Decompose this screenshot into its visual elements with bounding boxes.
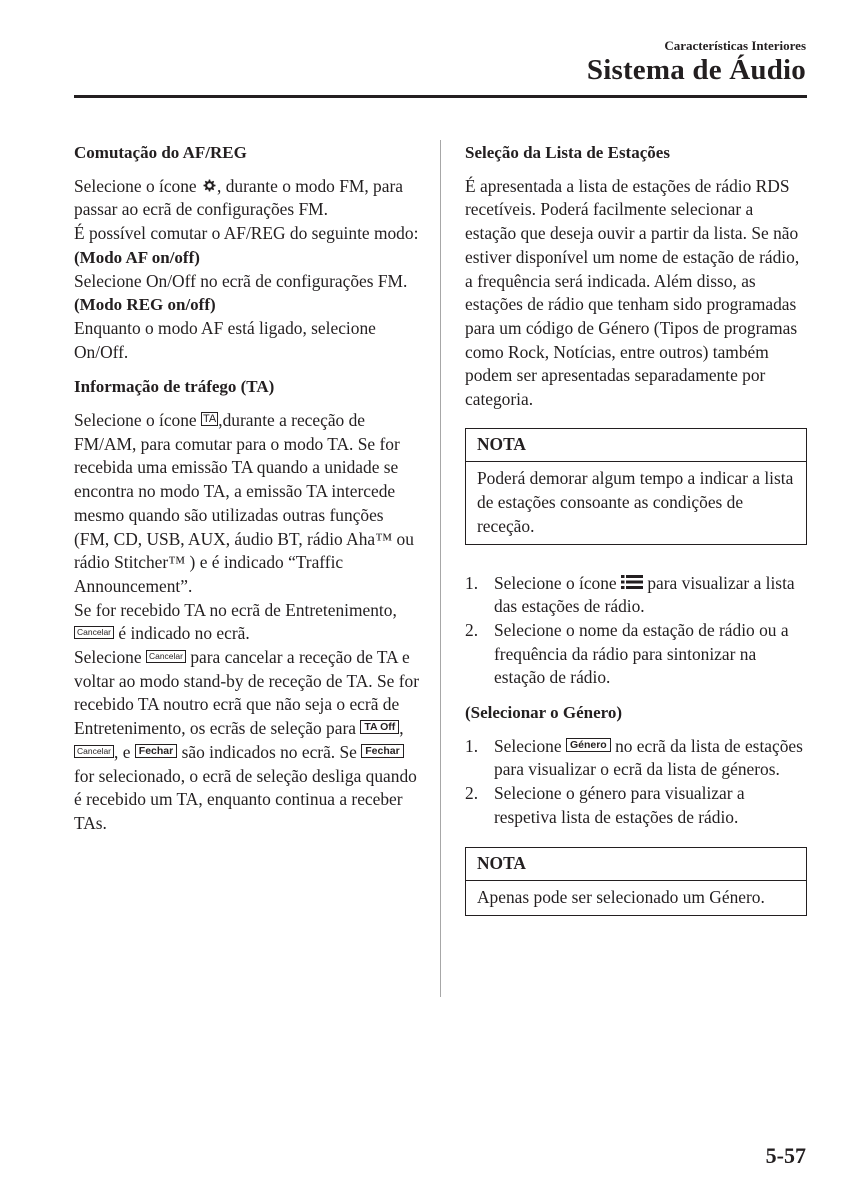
traffic-text-8: , e [114, 741, 135, 762]
traffic-text-4: é indicado no ecrã. [114, 623, 250, 644]
cancel-button-icon-3: Cancelar [74, 745, 114, 758]
mode-af-text: Selecione On/Off no ecrã de configurações FM. [74, 270, 408, 291]
gear-icon [201, 178, 217, 194]
step-text-b: para visualizar a lista das estações de rádio. [494, 572, 795, 617]
station-list-heading: Seleção da Lista de Estações [465, 143, 670, 162]
steps-list [465, 572, 807, 691]
cancel-button-icon: Cancelar [74, 626, 114, 639]
header-rule [74, 95, 807, 98]
genre-step-text-a: Selecione [494, 735, 566, 756]
genre-step-text-b: no ecrã da lista de estações para visualizar o ecrã da lista de géneros. [494, 735, 803, 780]
ta-off-button-icon: TA Off [360, 720, 399, 734]
af-reg-text-b: , durante o modo FM, para passar ao ecrã de configurações FM. [74, 175, 403, 220]
genre-step-text-2: Selecione o género para visualizar a respetiva lista de estações de rádio. [494, 783, 745, 827]
mode-reg-text: Enquanto o modo AF está ligado, selecione On/Off. [74, 317, 376, 362]
traffic-text-5: Selecione [74, 647, 142, 668]
note-title: NOTA [466, 429, 806, 463]
list-item [465, 782, 807, 829]
traffic-text-1: Selecione o ícone [74, 410, 197, 431]
right-column [465, 141, 807, 916]
traffic-heading: Informação de tráfego (TA) [74, 377, 275, 397]
traffic-text-7: , [399, 718, 404, 739]
mode-reg-label: (Modo REG on/off) [74, 295, 216, 315]
step-number: 1. [465, 735, 479, 756]
traffic-text-6: para cancelar a receção de TA e voltar ao modo stand-by de receção de TA. Se for recebido TA noutro ecrã que não seja o ecrã de Entretenimento, os ecrãs de seleção para [74, 647, 420, 739]
traffic-text-2: ,durante a receção de FM/AM, para comutar para o modo TA. Se for recebida uma emissão TA quando a unidade se encontra no modo TA, a emissão TA intercede mesmo quando são utilizadas outras funções (FM, CD, USB, AUX, áudio BT, rádio Aha™ ou rádio Stitcher™ ) e é indicado “Traffic Announcement”. [74, 410, 414, 596]
list-item [465, 735, 807, 782]
af-reg-text-a: Selecione o ícone [74, 175, 197, 196]
note-box-2 [465, 847, 807, 916]
page-number: 5-57 [765, 1143, 806, 1168]
left-column [74, 141, 419, 836]
traffic-paragraph [74, 409, 419, 599]
genre-heading: (Selecionar o Género) [465, 703, 623, 723]
section-title: Características Interiores [664, 38, 806, 53]
step-number: 2. [465, 619, 479, 640]
af-reg-paragraph [74, 175, 419, 222]
genre-steps-list [465, 735, 807, 830]
list-item [465, 572, 807, 619]
list-icon [621, 574, 643, 590]
traffic-text-3: Se for recebido TA no ecrã de Entretenimento, [74, 599, 397, 620]
ta-icon: TA [203, 413, 217, 426]
traffic-text-9: são indicados no ecrã. Se [177, 741, 362, 762]
note-text: Apenas pode ser selecionado um Género. [477, 887, 765, 908]
note-box-1 [465, 428, 807, 545]
traffic-paragraph-3 [74, 646, 419, 836]
af-reg-heading: Comutação do AF/REG [74, 143, 247, 162]
list-item [465, 619, 807, 690]
page-title: Sistema de Áudio [586, 54, 806, 86]
step-number: 2. [465, 783, 479, 804]
step-text-a: Selecione o nome da estação de rádio ou a frequência da rádio para sintonizar na estação de rádio. [494, 619, 789, 688]
mode-af-label: (Modo AF on/off) [74, 247, 200, 267]
cancel-button-icon-2: Cancelar [146, 650, 186, 663]
note-text: Poderá demorar algum tempo a indicar a lista de estações consoante as condições de receção. [477, 468, 794, 536]
genre-button-icon: Género [566, 738, 611, 752]
step-number: 1. [465, 572, 479, 593]
fechar-button-icon-2: Fechar [361, 744, 403, 758]
traffic-text-10: for selecionado, o ecrã de seleção desliga quando é recebido um TA, enquanto continua a receber TAs. [74, 765, 417, 833]
note-title: NOTA [466, 848, 806, 882]
column-divider [440, 140, 441, 997]
station-list-body: É apresentada a lista de estações de rádio RDS recetíveis. Poderá facilmente selecionar a estação que deseja ouvir a partir da lista. Se não estiver disponível um nome de estação de rádio, a frequência será indicada. Além disso, as estações de rádio que tenham sido programadas para um código de Género (Tipos de programas como Rock, Notícias, entre outros) também podem ser apresentadas separadamente por categoria. [465, 175, 800, 410]
step-text-a: Selecione o ícone [494, 572, 621, 593]
traffic-paragraph-2 [74, 599, 419, 646]
af-reg-paragraph-2: É possível comutar o AF/REG do seguinte modo: [74, 223, 419, 244]
fechar-button-icon: Fechar [135, 744, 177, 758]
